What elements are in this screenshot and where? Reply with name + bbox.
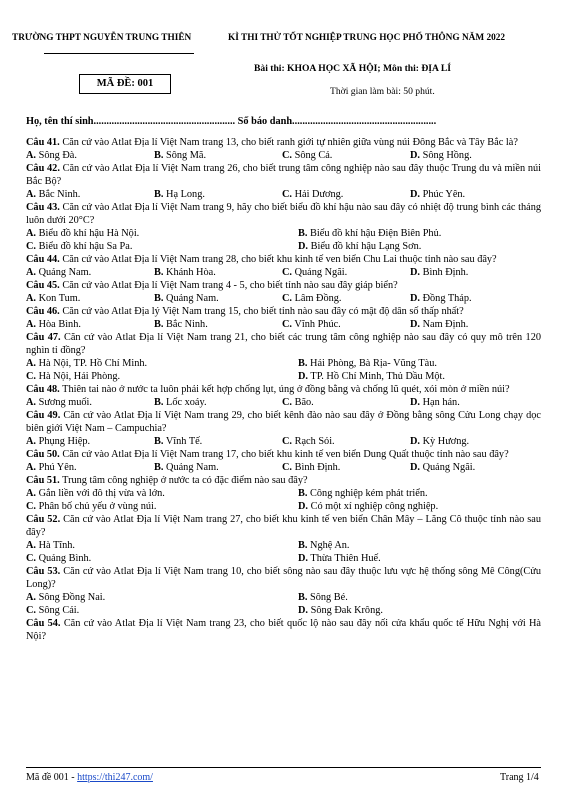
question-block [26, 409, 541, 448]
option-text: Vĩnh Phúc. [294, 319, 341, 330]
answer-option [282, 461, 410, 474]
page-number: Trang 1/4 [500, 772, 539, 783]
options-row [26, 149, 541, 162]
question-block [26, 474, 541, 513]
answer-option [410, 435, 538, 448]
answer-option [282, 292, 410, 305]
answer-option [154, 292, 282, 305]
option-text: Công nghiệp kém phát triển. [310, 488, 428, 499]
question-text: Căn cứ vào Atlat Địa lí Việt Nam trang 10, cho biết sông nào sau đây thuộc lưu vực hệ thống sông Mê Công(Cửu Long)? [26, 566, 541, 590]
answer-option [26, 149, 154, 162]
option-letter: C. [282, 397, 293, 408]
answer-option [154, 188, 282, 201]
question-number: Câu 44. [26, 254, 60, 265]
option-letter: A. [26, 319, 37, 330]
question-number: Câu 43. [26, 202, 60, 213]
option-text: Lâm Đồng. [294, 293, 342, 304]
question-block [26, 513, 541, 565]
option-letter: C. [282, 462, 293, 473]
question-stem [26, 305, 541, 318]
option-text: Sông Hồng. [422, 150, 472, 161]
question-text: Thiên tai nào ở nước ta luôn phải kết hợp chống lụt, úng ở đồng bằng và chống lũ quét, xói mòn ở miền núi? [62, 384, 510, 395]
option-text: Nghệ An. [310, 540, 350, 551]
answer-option [26, 500, 298, 513]
question-stem [26, 253, 541, 266]
option-letter: C. [282, 436, 293, 447]
question-stem [26, 201, 541, 227]
option-letter: D. [410, 319, 421, 330]
option-text: Hà Nội, TP. Hồ Chí Minh. [38, 358, 148, 369]
question-block [26, 331, 541, 383]
question-text: Căn cứ vào Atlat Địa lí Việt Nam trang 26, cho biết trung tâm công nghiệp nào sau đây thuộc Trung du và miền núi Bắc Bộ? [26, 163, 541, 187]
question-block [26, 448, 541, 474]
option-text: Hạ Long. [166, 189, 205, 200]
exam-title: KÌ THI THỬ TỐT NGHIỆP TRUNG HỌC PHỔ THÔNG NĂM 2022 [228, 33, 506, 43]
answer-option [154, 318, 282, 331]
option-text: Biểu đồ khí hậu Hà Nội. [38, 228, 140, 239]
question-number: Câu 48. [26, 384, 60, 395]
option-letter: B. [154, 150, 164, 161]
answer-option [282, 149, 410, 162]
option-letter: C. [282, 150, 293, 161]
options-row [26, 370, 541, 383]
options-row [26, 227, 541, 240]
option-letter: A. [26, 150, 37, 161]
footer-link[interactable]: https://thi247.com/ [77, 772, 153, 783]
footer-divider [26, 767, 541, 768]
option-text: Quảng Nam. [38, 267, 92, 278]
subject-line: Bài thi: KHOA HỌC XÃ HỘI; Môn thi: ĐỊA LÍ [254, 63, 451, 74]
answer-option [298, 539, 565, 552]
option-text: Bình Định. [294, 462, 341, 473]
question-text: Căn cứ vào Atlat Địa lý Việt Nam trang 15, cho biết tỉnh nào sau đây có mật độ dân số thấp nhất? [62, 306, 464, 317]
answer-option [298, 357, 565, 370]
answer-option [298, 552, 565, 565]
answer-option [26, 435, 154, 448]
answer-option [154, 396, 282, 409]
options-row [26, 552, 541, 565]
option-letter: A. [26, 462, 37, 473]
question-stem [26, 513, 541, 539]
question-block [26, 279, 541, 305]
question-number: Câu 54. [26, 618, 61, 629]
question-stem [26, 279, 541, 292]
option-text: Biểu đồ khí hậu Lạng Sơn. [310, 241, 422, 252]
question-block [26, 617, 541, 643]
question-block [26, 201, 541, 253]
option-text: Hòa Bình. [38, 319, 81, 330]
answer-option [154, 435, 282, 448]
question-text: Trung tâm công nghiệp ở nước ta có đặc điểm nào sau đây? [62, 475, 308, 486]
option-text: Kỳ Hương. [422, 436, 470, 447]
option-letter: B. [154, 436, 164, 447]
option-text: Đồng Tháp. [422, 293, 472, 304]
option-letter: B. [298, 592, 308, 603]
option-text: Quảng Nam. [166, 293, 219, 304]
question-stem [26, 617, 541, 643]
options-row [26, 240, 541, 253]
option-text: Có một xí nghiệp công nghiệp. [310, 501, 439, 512]
answer-option [26, 396, 154, 409]
question-text: Căn cứ vào Atlat Địa lí Việt Nam trang 27, cho biết khu kinh tế ven biển Chân Mây – Lăng Cô thuộc tỉnh nào sau đây? [26, 514, 541, 538]
option-letter: D. [298, 605, 309, 616]
answer-option [26, 227, 298, 240]
answer-option [410, 461, 538, 474]
option-text: Bắc Ninh. [166, 319, 208, 330]
answer-option [154, 461, 282, 474]
footer-code-prefix: Mã đề 001 - [26, 772, 78, 783]
answer-option [298, 487, 565, 500]
school-name: TRƯỜNG THPT NGUYỄN TRUNG THIÊN [12, 33, 192, 43]
option-text: Sông Bé. [310, 592, 348, 603]
option-letter: B. [298, 540, 308, 551]
option-letter: B. [298, 488, 308, 499]
option-letter: C. [26, 241, 37, 252]
question-stem [26, 162, 541, 188]
question-text: Căn cứ vào Atlat Địa lí Việt Nam trang 21, cho biết các trung tâm công nghiệp nào sau đây có quy mô trên 120 nghìn tỉ đồng? [26, 332, 541, 356]
options-row [26, 357, 541, 370]
option-text: Hà Tĩnh. [38, 540, 76, 551]
answer-option [26, 357, 298, 370]
option-letter: D. [410, 293, 421, 304]
answer-option [298, 500, 565, 513]
question-block [26, 565, 541, 617]
option-letter: B. [154, 267, 164, 278]
answer-option [282, 266, 410, 279]
option-text: Hải Phòng, Bà Rịa- Vũng Tàu. [310, 358, 437, 369]
question-number: Câu 51. [26, 475, 60, 486]
option-letter: A. [26, 358, 37, 369]
option-letter: D. [410, 397, 421, 408]
options-row [26, 539, 541, 552]
option-letter: C. [282, 267, 293, 278]
options-row [26, 396, 541, 409]
question-text: Căn cứ vào Atlat Địa lí Việt Nam trang 4 - 5, cho biết tỉnh nào sau đây giáp biển? [62, 280, 398, 291]
answer-option [298, 227, 565, 240]
option-letter: B. [154, 293, 164, 304]
options-row [26, 461, 541, 474]
question-number: Câu 41. [26, 137, 60, 148]
answer-option [298, 604, 565, 617]
question-stem [26, 565, 541, 591]
option-text: Sông Đồng Nai. [38, 592, 106, 603]
question-text: Căn cứ vào Atlat Địa lí Việt Nam trang 9, hãy cho biết biểu đồ khí hậu nào sau đây có nhiệt độ trung bình các tháng luôn dưới 20°C? [26, 202, 541, 226]
question-stem [26, 331, 541, 357]
option-text: Phúc Yên. [422, 189, 466, 200]
header-divider [44, 53, 194, 54]
answer-option [26, 266, 154, 279]
question-stem [26, 409, 541, 435]
option-letter: C. [282, 189, 293, 200]
question-number: Câu 53. [26, 566, 61, 577]
answer-option [26, 370, 298, 383]
option-text: Quảng Ngãi. [422, 462, 476, 473]
question-stem [26, 448, 541, 461]
question-number: Câu 50. [26, 449, 60, 460]
option-letter: C. [282, 319, 293, 330]
question-text: Căn cứ vào Atlat Địa lí Việt Nam trang 23, cho biết quốc lộ nào sau đây nối cửa khẩu quốc tế Hữu Nghị với Hà Nội? [26, 618, 542, 642]
answer-option [26, 604, 298, 617]
option-text: Quảng Bình. [38, 553, 92, 564]
time-limit: Thời gian làm bài: 50 phút. [330, 86, 435, 97]
answer-option [298, 591, 565, 604]
option-letter: B. [298, 358, 308, 369]
option-letter: A. [26, 397, 37, 408]
option-letter: A. [26, 540, 37, 551]
option-letter: B. [154, 319, 164, 330]
answer-option [410, 149, 538, 162]
option-letter: A. [26, 228, 37, 239]
option-letter: B. [154, 189, 164, 200]
option-text: Phân bố chủ yếu ở vùng núi. [38, 501, 157, 512]
option-letter: B. [154, 397, 164, 408]
option-letter: D. [410, 267, 421, 278]
answer-option [154, 149, 282, 162]
option-letter: D. [298, 371, 309, 382]
option-letter: C. [26, 371, 37, 382]
option-text: Sông Đak Krông. [310, 605, 383, 616]
options-row [26, 500, 541, 513]
answer-option [26, 591, 298, 604]
option-text: Quảng Nam. [166, 462, 219, 473]
answer-option [26, 487, 298, 500]
option-text: Kon Tum. [38, 293, 81, 304]
question-text: Căn cứ vào Atlat Địa lí Việt Nam trang 13, cho biết ranh giới tự nhiên giữa vùng núi Đông Bắc và Tây Bắc là? [62, 137, 518, 148]
answer-option [410, 318, 538, 331]
option-letter: D. [410, 462, 421, 473]
question-list [26, 136, 541, 643]
answer-option [282, 435, 410, 448]
option-letter: A. [26, 293, 37, 304]
option-text: Vĩnh Tế. [165, 436, 203, 447]
option-letter: D. [410, 189, 421, 200]
option-letter: C. [26, 501, 37, 512]
option-letter: C. [26, 553, 37, 564]
question-stem [26, 136, 541, 149]
option-text: Hà Nội, Hải Phòng. [38, 371, 121, 382]
question-text: Căn cứ vào Atlat Địa lí Việt Nam trang 29, cho biết kênh đào nào sau đây ở Đồng bằng sông Cửu Long chạy dọc biên giới Việt Nam – Campuchia? [26, 410, 541, 434]
option-text: Khánh Hòa. [166, 267, 216, 278]
answer-option [26, 552, 298, 565]
question-block [26, 162, 541, 201]
answer-option [298, 370, 565, 383]
options-row [26, 188, 541, 201]
answer-option [154, 266, 282, 279]
question-number: Câu 42. [26, 163, 60, 174]
option-letter: A. [26, 267, 37, 278]
option-text: Bình Định. [422, 267, 469, 278]
option-text: Sông Cả. [294, 150, 333, 161]
answer-option [26, 188, 154, 201]
question-text: Căn cứ vào Atlat Địa lí Việt Nam trang 28, cho biết khu kinh tế ven biển Chu Lai thuộc tỉnh nào sau đây? [62, 254, 497, 265]
answer-option [410, 266, 538, 279]
question-block [26, 383, 541, 409]
option-letter: B. [154, 462, 164, 473]
option-letter: C. [26, 605, 37, 616]
option-text: Lốc xoáy. [166, 397, 207, 408]
option-text: Nam Định. [422, 319, 469, 330]
option-letter: D. [298, 553, 309, 564]
options-row [26, 266, 541, 279]
option-letter: D. [410, 436, 421, 447]
question-number: Câu 49. [26, 410, 61, 421]
option-text: Thừa Thiên Huế. [310, 553, 381, 564]
answer-option [26, 539, 298, 552]
options-row [26, 604, 541, 617]
option-text: Sương muối. [38, 397, 92, 408]
option-text: Quảng Ngãi. [294, 267, 348, 278]
option-letter: C. [282, 293, 293, 304]
option-text: Sông Đà. [38, 150, 77, 161]
answer-option [282, 318, 410, 331]
answer-option [410, 292, 538, 305]
option-letter: A. [26, 436, 37, 447]
option-text: Biểu đồ khí hậu Sa Pa. [38, 241, 133, 252]
option-letter: D. [298, 241, 309, 252]
options-row [26, 435, 541, 448]
option-text: Gắn liền với đô thị vừa và lớn. [38, 488, 165, 499]
option-text: Hạn hán. [422, 397, 460, 408]
options-row [26, 591, 541, 604]
options-row [26, 292, 541, 305]
option-text: Biểu đồ khí hậu Điện Biên Phủ. [310, 228, 442, 239]
options-row [26, 487, 541, 500]
answer-option [410, 188, 538, 201]
option-letter: B. [298, 228, 308, 239]
candidate-info-line: Họ, tên thí sinh....................................................... Số báo danh........................................................ [26, 116, 437, 127]
question-number: Câu 47. [26, 332, 61, 343]
question-stem [26, 383, 541, 396]
question-block [26, 136, 541, 162]
option-text: TP. Hồ Chí Minh, Thủ Dầu Một. [310, 371, 445, 382]
question-block [26, 305, 541, 331]
question-number: Câu 46. [26, 306, 60, 317]
answer-option [26, 240, 298, 253]
option-letter: A. [26, 488, 37, 499]
options-row [26, 318, 541, 331]
answer-option [282, 396, 410, 409]
option-letter: A. [26, 592, 37, 603]
option-text: Bão. [294, 397, 314, 408]
option-text: Sông Cái. [38, 605, 80, 616]
option-letter: D. [410, 150, 421, 161]
question-number: Câu 45. [26, 280, 60, 291]
question-number: Câu 52. [26, 514, 61, 525]
exam-code-box: MÃ ĐỀ: 001 [79, 74, 171, 94]
question-stem [26, 474, 541, 487]
option-text: Sông Mã. [166, 150, 207, 161]
option-letter: D. [298, 501, 309, 512]
answer-option [26, 461, 154, 474]
footer-code [26, 771, 153, 784]
question-text: Căn cứ vào Atlat Địa lí Việt Nam trang 17, cho biết khu kinh tế ven biển Dung Quất thuộc tỉnh nào sau đây? [62, 449, 509, 460]
answer-option [26, 292, 154, 305]
answer-option [410, 396, 538, 409]
option-text: Rạch Sỏi. [294, 436, 335, 447]
option-text: Bắc Ninh. [38, 189, 81, 200]
answer-option [282, 188, 410, 201]
option-letter: A. [26, 189, 37, 200]
option-text: Phụng Hiệp. [38, 436, 91, 447]
option-text: Phú Yên. [38, 462, 77, 473]
question-block [26, 253, 541, 279]
answer-option [298, 240, 565, 253]
answer-option [26, 318, 154, 331]
option-text: Hải Dương. [294, 189, 344, 200]
